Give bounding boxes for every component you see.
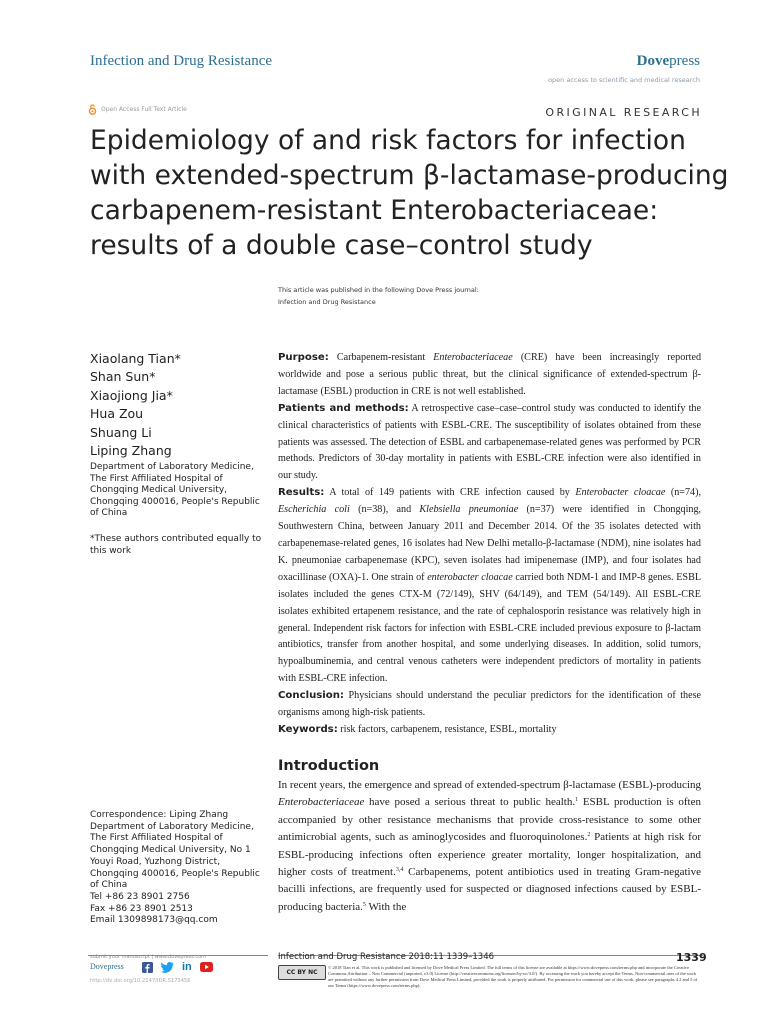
citation-ref[interactable]: 5	[362, 901, 366, 908]
abstract-italic: Enterobacteriaceae	[433, 352, 513, 363]
publisher-logo-bold: Dove	[636, 53, 670, 69]
author-name: Xiaolang Tian*	[90, 351, 181, 366]
open-access-label	[88, 104, 187, 115]
page-number: 1339	[676, 951, 707, 964]
license-text: © 2018 Tian et al. This work is published and licensed by Dove Medical Press Limited. The full terms of this license are available at https://www.dovepress.com/terms.php and incorporate the Creative Commons Attribution – Non Commercial (unported, v3.0) License (http://creativecommons.org/licenses/by-nc/3.0/). By accessing the work you hereby accept the Terms. Non-commercial uses of the work are permitted without any further permission from Dove Medical Press Limited, provided the work is properly attributed. For permission for commercial use of this work, please see paragraphs 4.2 and 5 of our Terms (https://www.dovepress.com/terms.php).	[328, 965, 698, 988]
abstract-text: (n=38), and	[358, 504, 412, 516]
journal-name: Infection and Drug Resistance	[90, 53, 273, 69]
publisher-logo-light: press	[669, 53, 700, 69]
correspondence-tel: Tel +86 23 8901 2756	[90, 891, 190, 902]
abstract-conclusion	[278, 688, 701, 722]
purpose-label: Purpose:	[278, 352, 329, 363]
abstract-italic: enterobacter cloacae	[427, 571, 513, 583]
citation-ref[interactable]: 3,4	[395, 867, 404, 874]
author-name: Xiaojiong Jia*	[90, 387, 173, 403]
intro-italic: Enterobacteriaceae	[278, 796, 365, 809]
intro-text: With the	[368, 900, 407, 913]
footer-dove-logo[interactable]: Dovepress	[90, 962, 124, 971]
abstract-text: A retrospective case–case–control study was conducted to identify the clinical characteristics of patients with ESBL-CRE. The susceptibility of isolates obtained from these patients was assessed. The detection of ESBL and carbapenemase-related genes was performed by PCR methods. Predictors of 30-day mortality in patients with ESBL-CRE infection were also identified in our study.	[278, 402, 701, 482]
open-access-text: Open Access Full Text Article	[101, 106, 187, 113]
author-name: Shuang Li	[90, 424, 152, 440]
keywords-label: Keywords:	[278, 723, 338, 735]
conclusion-label: Conclusion:	[278, 690, 344, 702]
publication-note-journal: Infection and Drug Resistance	[278, 298, 376, 306]
abstract-text: Physicians should understand the peculiar predictors for the identification of these organisms among high-risk patients.	[278, 690, 701, 719]
abstract-text: risk factors, carbapenem, resistance, ESBL, mortality	[340, 723, 557, 735]
correspondence-fax: Fax +86 23 8901 2513	[90, 903, 193, 914]
correspondence-address: Department of Laboratory Medicine, The First Affiliated Hospital of Chongqing Medical University, No 1 Youyi Road, Yuzhong District, Chongqing 400016, People's Republic of China	[90, 821, 260, 891]
intro-text: In recent years, the emergence and spread of extended-spectrum β-lactamase (ESBL)-producing	[278, 779, 701, 791]
author-name: Shan Sun*	[90, 369, 156, 385]
abstract-italic: Klebsiella pneumoniae	[419, 504, 519, 516]
article-title: Epidemiology of and risk factors for infection with extended-spectrum β-lactamase-producing carbapenem-resistant Enterobacteriaceae: results of a double case–control study	[90, 125, 729, 261]
abstract-text: carried both NDM-1 and IMP-8 genes. ESBL isolates included the genes CTX-M (72/149), SHV (64/149), and TEM (54/149). All ESBL-CRE isolates exhibited ertapenem resistance, and the rate of cephalosporin resistance was relatively high in general. Independent risk factors for infection with ESBL-CRE included previous exposure to β-lactam antibiotics, transfer from another hospital, and some underlying diseases. In addition, solid tumors, hypoalbuminemia, and central venous catheters were independent predictors of mortality in patients with ESBL-CRE infection.	[278, 571, 702, 685]
methods-label: Patients and methods:	[278, 402, 409, 414]
social-links	[142, 961, 213, 973]
abstract-italic: Escherichia coli	[278, 504, 350, 516]
section-heading-introduction: Introduction	[278, 758, 380, 774]
equal-contribution-note: *These authors contributed equally to this work	[90, 534, 262, 556]
abstract-text: A total of 149 patients with CRE infection caused by	[329, 487, 570, 499]
correspondence	[90, 810, 265, 927]
publication-note-line1: This article was published in the following Dove Press journal:	[278, 286, 479, 294]
author-name: Liping Zhang	[90, 443, 172, 459]
youtube-icon[interactable]	[200, 962, 213, 972]
footer-journal-citation: Infection and Drug Resistance 2018:11 1339–1346	[278, 952, 495, 962]
correspondence-email[interactable]: Email 1309898173@qq.com	[90, 915, 218, 926]
intro-text: ESBL production is often accompanied by other resistance mechanisms that provide cross-resistance to some other antimicrobial agents, such as aminoglycosides and fluoroquinolones.	[278, 796, 701, 844]
facebook-icon[interactable]	[142, 962, 153, 973]
publisher-tagline: open access to scientific and medical research	[548, 76, 700, 84]
affiliation: Department of Laboratory Medicine, The First Affiliated Hospital of Chongqing Medical University, Chongqing 400016, People's Republic of China	[90, 462, 260, 518]
intro-text: Carbapenems, potent antibiotics used in treating Gram-negative bacilli infections, are frequently used for suspected or diagnosed infections caused by ESBL-producing bacteria.	[278, 866, 701, 913]
abstract-results	[278, 485, 701, 688]
linkedin-icon[interactable]: in	[182, 961, 192, 973]
author-name: Hua Zou	[90, 406, 144, 422]
intro-text: Patients at high risk for ESBL-producing infections often experience greater mortality, longer hospitalization, and higher costs of treatment.	[278, 831, 702, 879]
abstract-keywords	[278, 722, 701, 739]
open-access-icon	[88, 104, 97, 115]
submit-manuscript-link[interactable]: submit your manuscript | www.dovepress.com	[90, 954, 206, 960]
abstract	[278, 350, 701, 739]
abstract-text: (CRE) have been increasingly reported worldwide and pose a serious public threat, but the clinical significance of extended-spectrum β-lactamase (ESBL) production in CRE is not well established.	[278, 352, 702, 397]
abstract-purpose	[278, 350, 701, 401]
abstract-italic: Enterobacter cloacae	[575, 487, 666, 499]
intro-text: have posed a serious threat to public health.	[369, 796, 576, 809]
abstract-text: Carbapenem-resistant	[336, 352, 426, 363]
results-label: Results:	[278, 487, 325, 499]
abstract-text: (n=74),	[670, 487, 702, 499]
article-type: ORIGINAL RESEARCH	[545, 106, 702, 119]
doi-link[interactable]: http://dx.doi.org/10.2147/IDR.S173456	[90, 978, 191, 984]
publication-note	[278, 284, 479, 308]
publisher-logo	[637, 53, 700, 70]
introduction-body	[278, 777, 701, 916]
citation-ref[interactable]: 1	[575, 797, 579, 804]
cc-license-badge[interactable]: CC BY NC	[278, 965, 326, 980]
author-list	[90, 350, 181, 460]
abstract-text: (n=37) were identified in Chongqing, Southwestern China, between January 2011 and December 2014. Of the 35 isolates detected with carbapenemase-related genes, 16 isolates had New Delhi metallo-β-lactamase (NDM), nine isolates had K. pneumoniae carbapenemase (KPC), seven isolates had imipenemase (IMP), and four isolates had oxacillinase (OXA)-1. One strain of	[278, 504, 702, 583]
correspondence-name: Correspondence: Liping Zhang	[90, 810, 229, 820]
citation-ref[interactable]: 2	[587, 832, 591, 839]
abstract-methods	[278, 401, 701, 486]
twitter-icon[interactable]	[161, 962, 174, 973]
